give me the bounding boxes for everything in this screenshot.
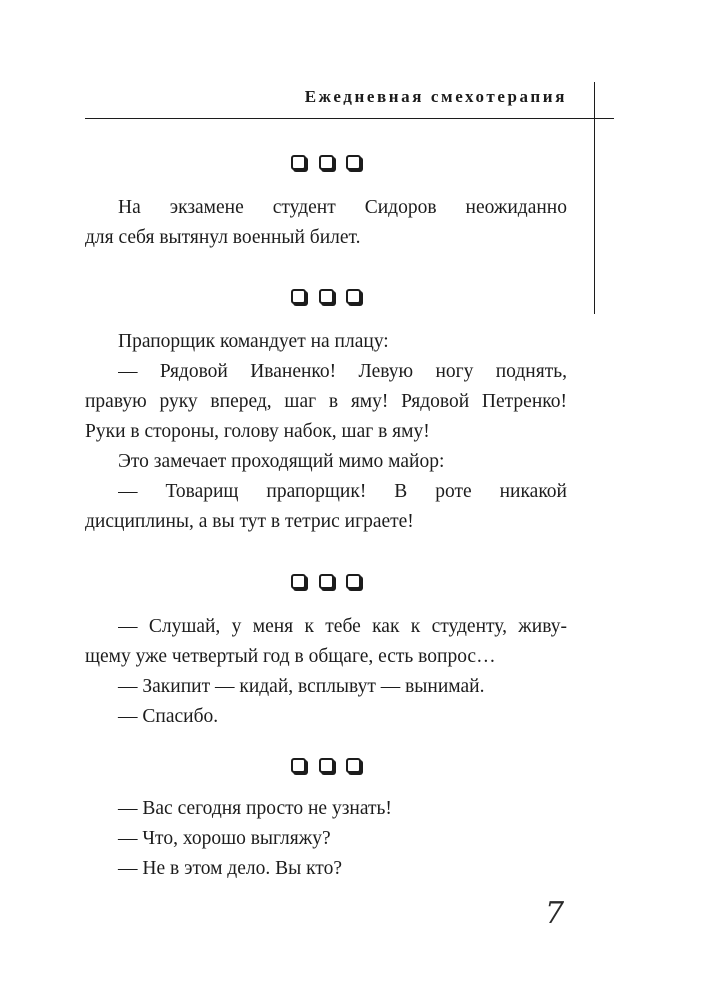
square-bullet-icon	[319, 574, 334, 589]
page-number: 7	[545, 896, 565, 931]
three-square-bullets-icon	[291, 572, 361, 590]
joke-line: На экзамене студент Сидоров неожиданно	[118, 197, 567, 218]
square-bullet-icon	[319, 289, 334, 304]
joke-line: дисциплины, а вы тут в тетрис играете!	[85, 511, 414, 532]
joke-line: — Спасибо.	[118, 706, 219, 727]
three-square-bullets-icon	[291, 756, 361, 774]
joke-line: — Не в этом дело. Вы кто?	[118, 858, 342, 879]
square-bullet-icon	[291, 289, 306, 304]
joke-line: — Слушай, у меня к тебе как к студенту, живу-	[118, 616, 567, 637]
joke-line: Руки в стороны, голову набок, шаг в яму!	[85, 421, 430, 442]
joke-line: — Рядовой Иваненко! Левую ногу поднять,	[118, 361, 567, 382]
joke-line: для себя вытянул военный билет.	[85, 227, 361, 248]
header-rule	[85, 118, 614, 119]
joke-line: Прапорщик командует на плацу:	[118, 331, 389, 352]
square-bullet-icon	[346, 289, 361, 304]
square-bullet-icon	[346, 574, 361, 589]
joke-line: — Закипит — кидай, всплывут — вынимай.	[118, 676, 485, 697]
square-bullet-icon	[291, 758, 306, 773]
joke-line: щему уже четвертый год в общаге, есть вопрос…	[85, 646, 496, 667]
square-bullet-icon	[346, 155, 361, 170]
joke-line: — Вас сегодня просто не узнать!	[118, 798, 392, 819]
joke-line: — Что, хорошо выгляжу?	[118, 828, 331, 849]
three-square-bullets-icon	[291, 153, 361, 171]
joke-line: — Товарищ прапорщик! В роте никакой	[118, 481, 567, 502]
joke-line: Это замечает проходящий мимо майор:	[118, 451, 445, 472]
joke-line: правую руку вперед, шаг в яму! Рядовой Петренко!	[85, 391, 567, 412]
three-square-bullets-icon	[291, 287, 361, 305]
square-bullet-icon	[319, 758, 334, 773]
running-header-title: Ежедневная смехотерапия	[304, 87, 567, 106]
side-rule	[594, 82, 595, 314]
square-bullet-icon	[346, 758, 361, 773]
square-bullet-icon	[319, 155, 334, 170]
square-bullet-icon	[291, 155, 306, 170]
square-bullet-icon	[291, 574, 306, 589]
